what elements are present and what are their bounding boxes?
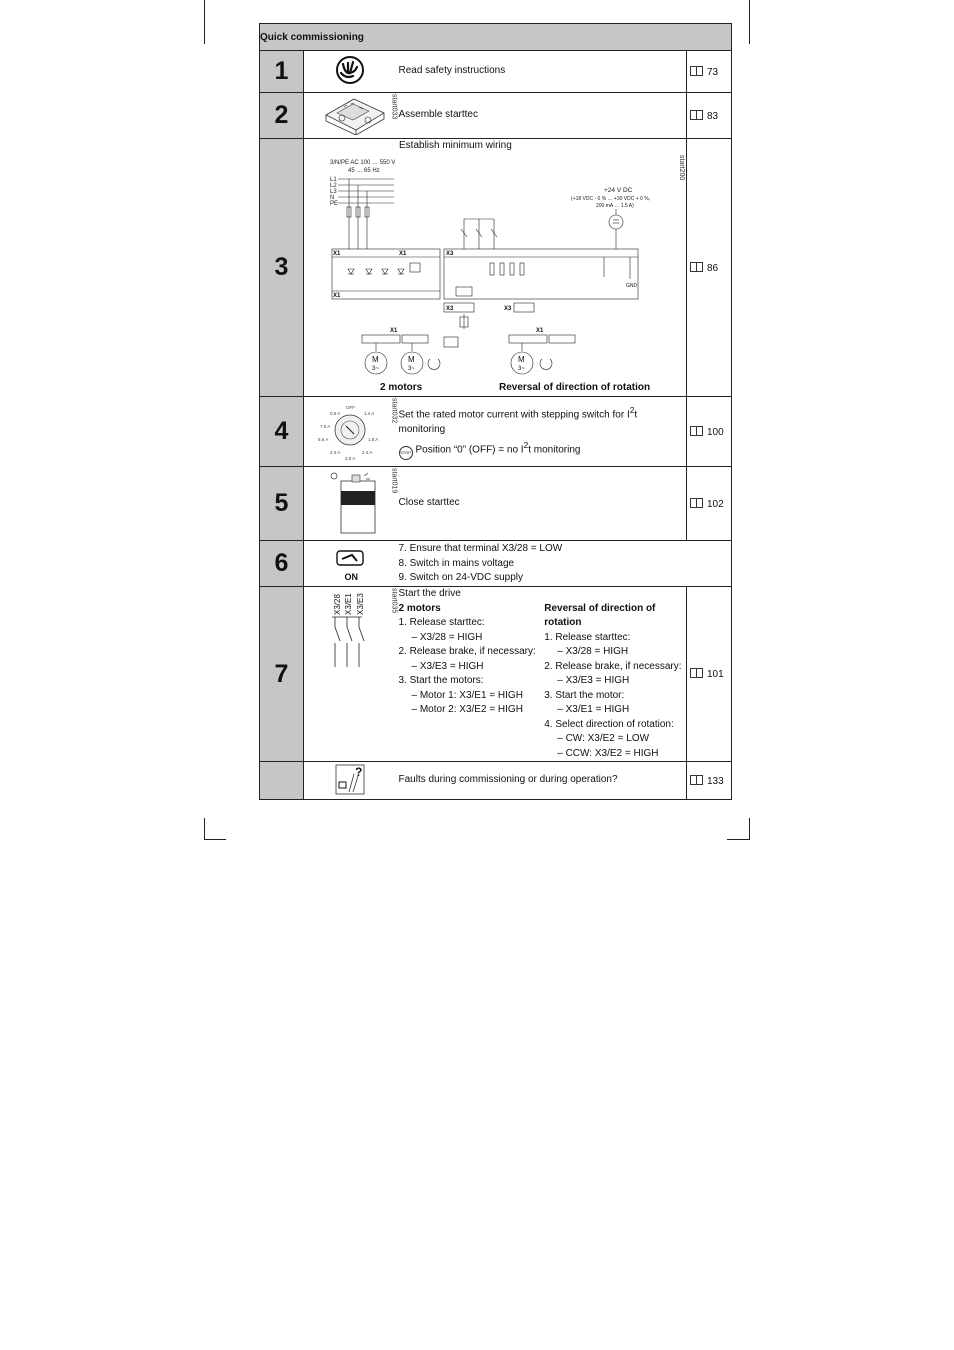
svg-text:3/N/PE AC 100 … 550 V: 3/N/PE AC 100 … 550 V (330, 160, 396, 166)
svg-text:0.6 A: 0.6 A (330, 411, 341, 416)
page-reference[interactable]: 102 (687, 467, 732, 541)
step-number: 4 (260, 397, 304, 467)
mains-switch-icon (304, 545, 399, 575)
svg-text:3~: 3~ (372, 366, 379, 372)
table-row (260, 139, 732, 397)
book-icon (690, 426, 703, 436)
switch-labels: X3/28 (333, 594, 342, 615)
book-icon (690, 110, 703, 120)
svg-text:X1: X1 (536, 328, 544, 334)
svg-text:3~: 3~ (518, 366, 525, 372)
list-item: – CW: X3/E2 = LOW (557, 733, 650, 744)
step-note: STOP Position “0” (OFF) = no $I^2t$ monitoring (399, 438, 687, 460)
device-assembly-icon (304, 93, 399, 135)
svg-text:7.0 A: 7.0 A (320, 424, 331, 429)
stop-icon: STOP (399, 446, 413, 460)
page-reference[interactable]: 133 (687, 762, 732, 800)
control-switches-icon (304, 615, 399, 695)
step-text: Close starttec (399, 467, 687, 541)
book-icon (690, 775, 703, 785)
table-title: Quick commissioning (260, 24, 732, 51)
crop-mark (749, 0, 750, 44)
list-item: 1. Release starttec: (398, 617, 485, 628)
list-item: 4. Select direction of rotation: (544, 718, 674, 730)
crop-mark (749, 818, 750, 840)
table-row (260, 51, 732, 93)
page-reference[interactable]: 101 (687, 587, 732, 762)
svg-text:L1: L1 (330, 177, 337, 183)
list-item: – Motor 2: X3/E2 = HIGH (411, 704, 523, 715)
step-number: 2 (260, 93, 304, 139)
stepping-switch-dial-icon (304, 397, 399, 463)
svg-text:PE: PE (330, 201, 339, 207)
step-number: 6 (260, 541, 304, 587)
crop-mark (727, 839, 749, 840)
list-item: 7. Ensure that terminal X3/28 = LOW (398, 543, 563, 554)
svg-text:L3: L3 (330, 189, 337, 195)
figure-label: start033 (390, 94, 398, 120)
page-reference[interactable]: 83 (687, 93, 732, 139)
svg-text:M: M (372, 355, 379, 364)
list-item: – X3/28 = HIGH (411, 631, 483, 643)
step-text: Faults during commissioning or during operation? (399, 762, 687, 800)
table-row (260, 93, 732, 139)
svg-text:4.0 A: 4.0 A (330, 450, 341, 455)
list-item: 2. Release brake, if necessary: (398, 646, 536, 657)
crop-mark (204, 0, 205, 44)
step-number: 1 (260, 51, 304, 93)
list-item: – X3/E3 = HIGH (411, 660, 484, 672)
caption-2-motors: 2 motors (380, 382, 423, 393)
step-text: Establish minimum wiring (399, 140, 512, 151)
list-item: – X3/28 = HIGH (557, 646, 629, 657)
on-label: ON (344, 572, 358, 582)
quick-commissioning-table (259, 23, 731, 800)
troubleshooting-icon (304, 762, 399, 796)
close-starttec-icon (304, 467, 399, 537)
svg-text:L2: L2 (330, 183, 337, 189)
list-item: 8. Switch in mains voltage (398, 557, 515, 569)
svg-text:1.4 A: 1.4 A (364, 411, 375, 416)
svg-text:X3: X3 (446, 251, 454, 257)
crop-mark (204, 818, 205, 840)
svg-text:2.4 A: 2.4 A (362, 450, 373, 455)
crop-mark (204, 839, 226, 840)
page-reference[interactable]: 100 (687, 397, 732, 467)
svg-text:X3: X3 (446, 306, 454, 312)
svg-text:200 mA … 1.5 A): 200 mA … 1.5 A) (596, 203, 634, 209)
svg-text:X1: X1 (333, 293, 341, 299)
wiring-diagram (304, 139, 687, 395)
list-item: 2. Release brake, if necessary: (544, 660, 682, 672)
step-number: 5 (260, 467, 304, 541)
step-number: 3 (260, 139, 304, 397)
svg-text:3.0 A: 3.0 A (345, 456, 356, 461)
svg-text:X1: X1 (399, 251, 407, 257)
two-motors-column: 2 motors 1. Release starttec: – X3/28 = HIGH 2. Release brake, if necessary: – X3/E3 = HIGH 3. Start the motors: – Motor 1: X3/E1 = HIGH – Motor 2: X3/E2 = HIGH (399, 602, 545, 762)
list-item: – X3/E3 = HIGH (557, 675, 630, 686)
svg-text:X3: X3 (504, 306, 512, 312)
book-icon (690, 262, 703, 272)
list-item: 3. Start the motors: (398, 675, 484, 686)
safety-instructions-icon (304, 51, 399, 89)
svg-text:3~: 3~ (408, 366, 415, 372)
figure-label: start019 (390, 468, 398, 494)
step-number: 7 (260, 587, 304, 762)
book-icon (690, 498, 703, 508)
step-text: Set the rated motor current with stepping switch for $I^2t$ monitoring (398, 405, 638, 435)
svg-text:?: ? (355, 765, 363, 779)
svg-text:X1: X1 (333, 251, 341, 257)
book-icon (690, 66, 703, 76)
step-text: Assemble starttec (399, 93, 687, 139)
table-row (260, 762, 732, 800)
svg-text:5.5 A: 5.5 A (318, 437, 329, 442)
svg-text:GND: GND (626, 283, 638, 289)
list-item: 1. Release starttec: (544, 631, 631, 643)
table-row (260, 541, 732, 587)
svg-text:M: M (518, 355, 525, 364)
book-icon (690, 668, 703, 678)
svg-text:+24 V DC: +24 V DC (604, 187, 633, 194)
figure-label: start032 (390, 398, 398, 424)
svg-text:(+18 VDC - 0 % … +30 VDC + 0 %: (+18 VDC - 0 % … +30 VDC + 0 %, (571, 196, 651, 202)
table-row (260, 467, 732, 541)
list-item: – Motor 1: X3/E1 = HIGH (411, 689, 523, 701)
step-intro: Start the drive (398, 588, 461, 599)
table-row: 7 X3/28 X3/E1 X3/E3 start035 Start the drive 2 motors 1. Release starttec: – X3/28 = HIGH 2. Release brake, if necessary: – X3/E3 = HIGH 3. Start the motors: – Motor 1: X3/E1 = HIGH – Motor 2: X3/E2 = HIGH Reversal of direction of rotation 1. Release starttec: – X3/28 = HIGH 2. Release brake, if necessary: – X3/E3 = HIGH 3. Start the motor: – X3/E1 = HIGH 4. Select direction of rotation: – CW: X3/E2 = LOW – CCW: X3/E2 = HIGH 101 (260, 587, 732, 762)
caption-reversal: Reversal of direction of rotation (499, 382, 651, 393)
svg-text:OFF: OFF (346, 405, 355, 410)
list-item: – CCW: X3/E2 = HIGH (557, 747, 659, 759)
table-row (260, 397, 732, 467)
svg-text:45 … 65 Hz: 45 … 65 Hz (348, 168, 380, 174)
reversal-column: Reversal of direction of rotation 1. Release starttec: – X3/28 = HIGH 2. Release brake, if necessary: – X3/E3 = HIGH 3. Start the motor: – X3/E1 = HIGH 4. Select direction of rotation: – CW: X3/E2 = LOW – CCW: X3/E2 = HIGH (544, 602, 686, 762)
step-text: Read safety instructions (399, 51, 687, 93)
list-item: 3. Start the motor: (544, 689, 625, 701)
figure-label: start200 (678, 155, 685, 181)
svg-text:M: M (408, 355, 415, 364)
svg-text:X1: X1 (390, 328, 398, 334)
figure-label: start035 (390, 588, 398, 614)
list-item: 9. Switch on 24-VDC supply (398, 572, 524, 583)
list-item: – X3/E1 = HIGH (557, 704, 630, 715)
page-reference[interactable]: 73 (687, 51, 732, 93)
svg-text:1.8 A: 1.8 A (368, 437, 379, 442)
page-reference[interactable]: 86 (687, 139, 732, 397)
svg-text:N: N (330, 195, 335, 201)
